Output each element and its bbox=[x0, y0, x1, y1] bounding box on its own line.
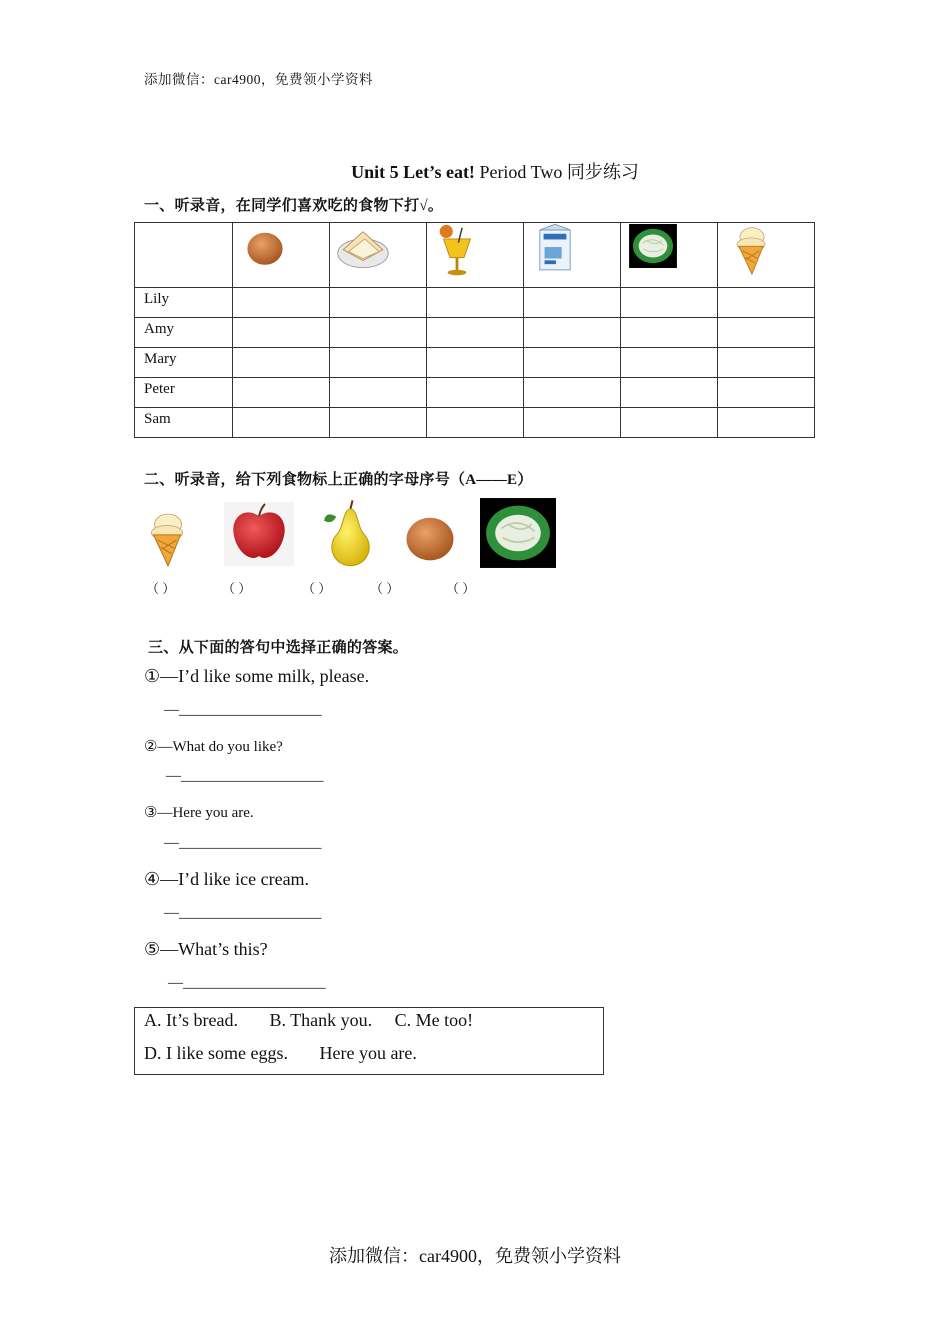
check-cell[interactable] bbox=[621, 288, 718, 318]
table-header-food bbox=[621, 223, 718, 288]
page-title bbox=[0, 158, 950, 184]
food-preference-table bbox=[134, 222, 815, 438]
table-header-food bbox=[330, 223, 427, 288]
table-row bbox=[135, 288, 815, 318]
check-cell[interactable] bbox=[427, 348, 524, 378]
table-header-food bbox=[427, 223, 524, 288]
student-name: Amy bbox=[135, 318, 233, 348]
question-1: ①—I’d like some milk, please. bbox=[144, 666, 370, 686]
check-cell[interactable] bbox=[330, 378, 427, 408]
answer-line-3[interactable]: —___________________ bbox=[164, 835, 322, 851]
check-cell[interactable] bbox=[330, 408, 427, 438]
answer-options-box bbox=[134, 1007, 604, 1075]
apple-icon bbox=[224, 502, 294, 566]
title-bold: Unit 5 Let’s eat! bbox=[351, 162, 475, 182]
rice-icon bbox=[480, 498, 556, 568]
check-cell[interactable] bbox=[524, 408, 621, 438]
question-3: ③—Here you are. bbox=[144, 805, 254, 821]
check-cell[interactable] bbox=[233, 378, 330, 408]
question-5: ⑤—What’s this? bbox=[144, 939, 268, 959]
student-name: Sam bbox=[135, 408, 233, 438]
pear-icon bbox=[322, 498, 378, 568]
answer-blank[interactable]: （ ） bbox=[370, 581, 400, 596]
table-header-food bbox=[718, 223, 815, 288]
rice-icon bbox=[629, 224, 677, 268]
check-cell[interactable] bbox=[718, 348, 815, 378]
answer-blank[interactable]: （ ） bbox=[146, 581, 176, 596]
egg-icon bbox=[241, 224, 289, 272]
ice-cream-icon bbox=[732, 224, 770, 276]
table-row bbox=[135, 348, 815, 378]
check-cell[interactable] bbox=[524, 348, 621, 378]
check-cell[interactable] bbox=[427, 318, 524, 348]
table-row bbox=[135, 378, 815, 408]
check-cell[interactable] bbox=[427, 408, 524, 438]
table-row bbox=[135, 318, 815, 348]
answer-line-2[interactable]: —___________________ bbox=[166, 768, 324, 784]
bread-icon bbox=[336, 224, 390, 270]
check-cell[interactable] bbox=[718, 408, 815, 438]
answer-blank[interactable]: （ ） bbox=[446, 581, 476, 596]
student-name: Mary bbox=[135, 348, 233, 378]
check-cell[interactable] bbox=[718, 378, 815, 408]
answer-options-line-2: D. I like some eggs. Here you are. bbox=[144, 1043, 417, 1063]
check-cell[interactable] bbox=[330, 288, 427, 318]
egg-icon bbox=[398, 506, 462, 570]
table-header-food bbox=[524, 223, 621, 288]
check-cell[interactable] bbox=[524, 318, 621, 348]
check-cell[interactable] bbox=[718, 288, 815, 318]
question-2: ②—What do you like? bbox=[144, 739, 283, 755]
answer-options-line-1: A. It’s bread. B. Thank you. C. Me too! bbox=[144, 1010, 474, 1030]
student-name: Peter bbox=[135, 378, 233, 408]
check-cell[interactable] bbox=[621, 408, 718, 438]
section3-heading: 三、从下面的答句中选择正确的答案。 bbox=[148, 640, 409, 656]
check-cell[interactable] bbox=[524, 378, 621, 408]
title-rest: Period Two 同步练习 bbox=[474, 162, 639, 182]
answer-line-5[interactable]: —___________________ bbox=[168, 975, 326, 991]
answer-blank[interactable]: （ ） bbox=[302, 581, 332, 596]
check-cell[interactable] bbox=[524, 288, 621, 318]
answer-blank[interactable]: （ ） bbox=[222, 581, 252, 596]
check-cell[interactable] bbox=[233, 318, 330, 348]
check-cell[interactable] bbox=[427, 288, 524, 318]
check-cell[interactable] bbox=[718, 318, 815, 348]
answer-line-4[interactable]: —___________________ bbox=[164, 905, 322, 921]
check-cell[interactable] bbox=[621, 318, 718, 348]
juice-icon bbox=[435, 224, 479, 280]
answer-line-1[interactable]: —___________________ bbox=[164, 702, 322, 718]
table-header-food bbox=[233, 223, 330, 288]
check-cell[interactable] bbox=[330, 318, 427, 348]
check-cell[interactable] bbox=[233, 408, 330, 438]
ice-cream-icon bbox=[146, 510, 188, 568]
question-4: ④—I’d like ice cream. bbox=[144, 869, 310, 889]
check-cell[interactable] bbox=[427, 378, 524, 408]
milk-icon bbox=[536, 224, 574, 272]
check-cell[interactable] bbox=[330, 348, 427, 378]
table-header-empty bbox=[135, 223, 233, 288]
section2-heading: 二、听录音，给下列食物标上正确的字母序号（A——E） bbox=[144, 472, 533, 488]
check-cell[interactable] bbox=[233, 348, 330, 378]
check-cell[interactable] bbox=[621, 378, 718, 408]
table-row bbox=[135, 408, 815, 438]
check-cell[interactable] bbox=[621, 348, 718, 378]
check-cell[interactable] bbox=[233, 288, 330, 318]
student-name: Lily bbox=[135, 288, 233, 318]
watermark-bottom: 添加微信：car4900，免费领小学资料 bbox=[329, 1246, 621, 1266]
section1-heading: 一、听录音，在同学们喜欢吃的食物下打√。 bbox=[144, 198, 444, 214]
watermark-top: 添加微信：car4900，免费领小学资料 bbox=[144, 72, 373, 87]
